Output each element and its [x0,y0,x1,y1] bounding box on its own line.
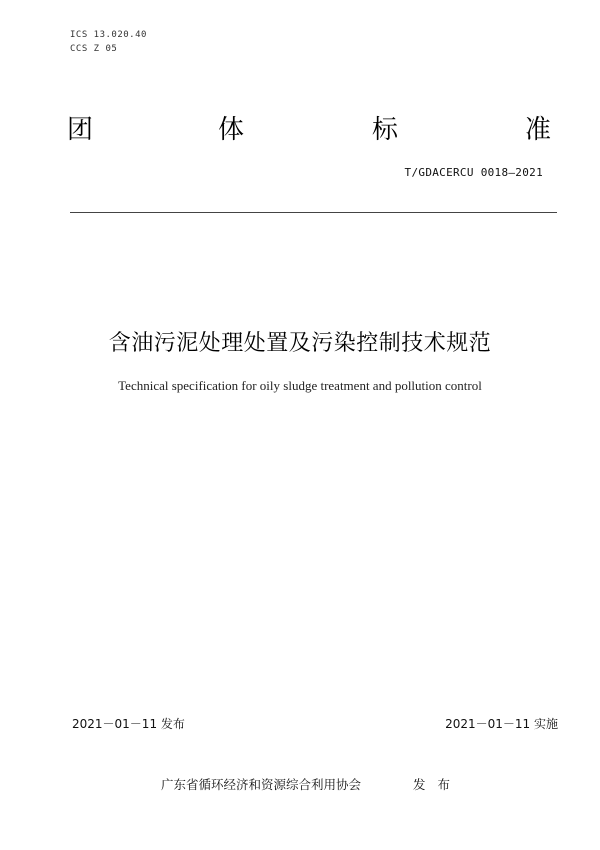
issue-date: 2021－01－11 发布 [72,717,185,731]
document-title-english: Technical specification for oily sludge treatment and pollution control [118,378,482,393]
standard-number: T/GDACERCU 0018—2021 [404,166,543,179]
ics-code: ICS 13.020.40 [70,30,147,40]
group-standard-char-2: 体 [218,115,245,145]
implementation-date: 2021－01－11 实施 [445,717,558,731]
group-standard-char-3: 标 [372,115,399,145]
document-title-chinese: 含油污泥处理处置及污染控制技术规范 [108,331,492,356]
publisher-name: 广东省循环经济和资源综合利用协会 [161,777,362,792]
publish-label: 发布 [413,777,463,792]
group-standard-char-4: 准 [525,115,552,145]
group-standard-char-1: 团 [67,115,94,145]
ccs-code: CCS Z 05 [70,44,118,54]
header-divider [70,212,557,213]
